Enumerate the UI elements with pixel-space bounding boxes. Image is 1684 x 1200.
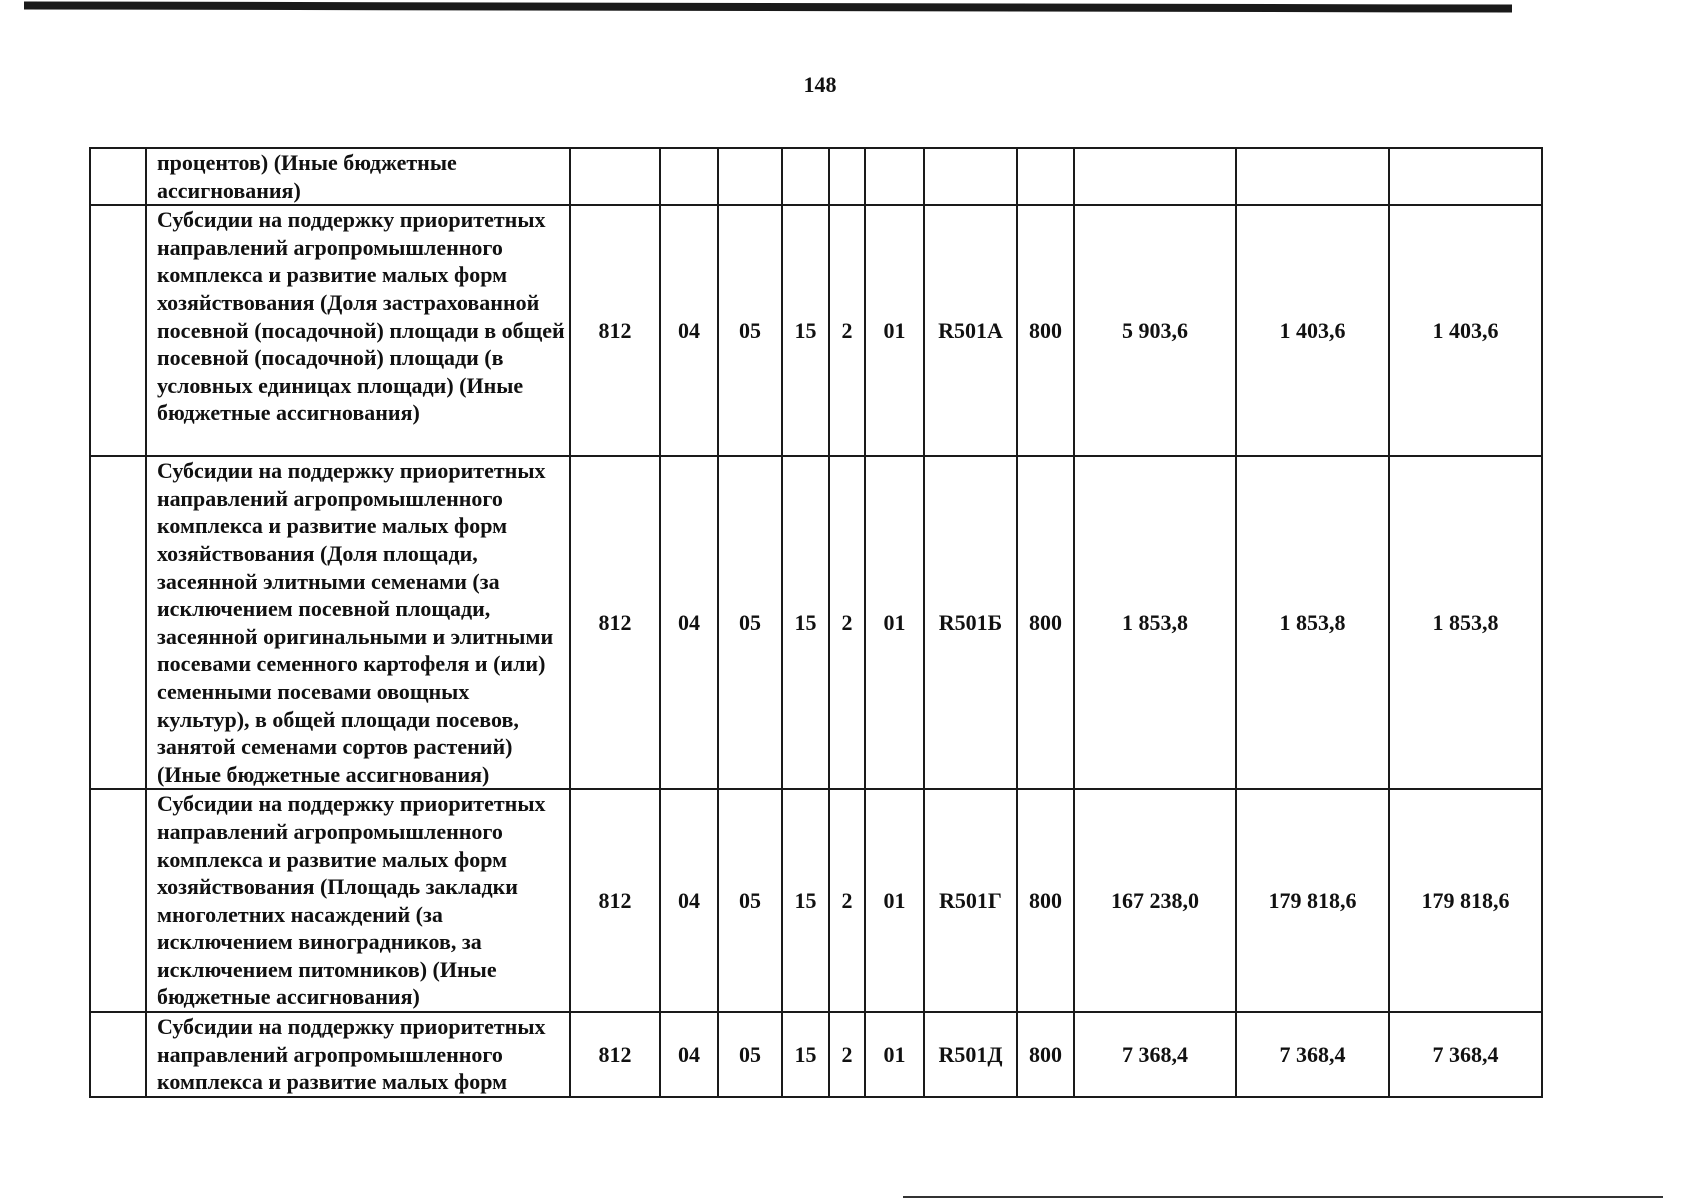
direction-code-cell: R501Б — [924, 456, 1017, 789]
program-code-cell: 15 — [782, 1012, 829, 1097]
section-code-cell: 04 — [660, 205, 718, 456]
amount-1-cell: 167 238,0 — [1074, 789, 1236, 1012]
expense-type-cell: 800 — [1017, 789, 1074, 1012]
description-cell: Субсидии на поддержку приоритетных направлений агропромышленного комплекса и развитие малых форм — [146, 1012, 570, 1097]
subsection-code-cell: 05 — [718, 1012, 782, 1097]
subsection-code-cell: 05 — [718, 205, 782, 456]
ministry-code-cell — [570, 148, 660, 205]
description-cell: процентов) (Иные бюджетные ассигнования) — [146, 148, 570, 205]
bottom-scan-line — [903, 1196, 1663, 1198]
table-row — [90, 148, 1542, 205]
row-index-cell — [90, 148, 146, 205]
ministry-code-cell: 812 — [570, 456, 660, 789]
subprogram-code-cell — [829, 148, 865, 205]
amount-1-cell — [1074, 148, 1236, 205]
row-index-cell — [90, 1012, 146, 1097]
amount-1-cell: 7 368,4 — [1074, 1012, 1236, 1097]
section-code-cell: 04 — [660, 456, 718, 789]
program-code-cell: 15 — [782, 205, 829, 456]
activity-code-cell: 01 — [865, 1012, 924, 1097]
ministry-code-cell: 812 — [570, 789, 660, 1012]
direction-code-cell — [924, 148, 1017, 205]
section-code-cell — [660, 148, 718, 205]
table-row — [90, 205, 1542, 456]
description-cell: Субсидии на поддержку приоритетных направлений агропромышленного комплекса и развитие малых форм хозяйствования (Доля площади, засеянной элитными семенами (за исключением посевной площади, засеянной оригинальными и элитными посевами семенного картофеля и (или) семенными посевами овощных культур), в общей площади посевов, занятой семенами сортов растений) (Иные бюджетные ассигнования) — [146, 456, 570, 789]
subsection-code-cell — [718, 148, 782, 205]
activity-code-cell: 01 — [865, 456, 924, 789]
program-code-cell — [782, 148, 829, 205]
activity-code-cell: 01 — [865, 789, 924, 1012]
ministry-code-cell: 812 — [570, 1012, 660, 1097]
amount-2-cell — [1236, 148, 1389, 205]
amount-3-cell: 1 853,8 — [1389, 456, 1542, 789]
budget-table — [89, 147, 1543, 1098]
activity-code-cell — [865, 148, 924, 205]
page-number: 148 — [803, 72, 837, 97]
amount-2-cell: 7 368,4 — [1236, 1012, 1389, 1097]
subsection-code-cell: 05 — [718, 456, 782, 789]
amount-3-cell — [1389, 148, 1542, 205]
expense-type-cell: 800 — [1017, 1012, 1074, 1097]
top-scan-border — [24, 1, 1512, 12]
table-row — [90, 1012, 1542, 1097]
amount-2-cell: 179 818,6 — [1236, 789, 1389, 1012]
amount-2-cell: 1 853,8 — [1236, 456, 1389, 789]
ministry-code-cell: 812 — [570, 205, 660, 456]
subsection-code-cell: 05 — [718, 789, 782, 1012]
amount-3-cell: 1 403,6 — [1389, 205, 1542, 456]
direction-code-cell: R501Г — [924, 789, 1017, 1012]
direction-code-cell: R501А — [924, 205, 1017, 456]
section-code-cell: 04 — [660, 1012, 718, 1097]
amount-2-cell: 1 403,6 — [1236, 205, 1389, 456]
subprogram-code-cell: 2 — [829, 1012, 865, 1097]
table-row — [90, 789, 1542, 1012]
subprogram-code-cell: 2 — [829, 456, 865, 789]
subprogram-code-cell: 2 — [829, 789, 865, 1012]
description-cell: Субсидии на поддержку приоритетных направлений агропромышленного комплекса и развитие малых форм хозяйствования (Доля застрахованной посевной (посадочной) площади в общей посевной (посадочной) площади (в условных единицах площади) (Иные бюджетные ассигнования) — [146, 205, 570, 456]
expense-type-cell — [1017, 148, 1074, 205]
amount-1-cell: 5 903,6 — [1074, 205, 1236, 456]
amount-3-cell: 179 818,6 — [1389, 789, 1542, 1012]
amount-1-cell: 1 853,8 — [1074, 456, 1236, 789]
program-code-cell: 15 — [782, 789, 829, 1012]
direction-code-cell: R501Д — [924, 1012, 1017, 1097]
row-index-cell — [90, 789, 146, 1012]
activity-code-cell: 01 — [865, 205, 924, 456]
program-code-cell: 15 — [782, 456, 829, 789]
row-index-cell — [90, 456, 146, 789]
section-code-cell: 04 — [660, 789, 718, 1012]
table-row — [90, 456, 1542, 789]
expense-type-cell: 800 — [1017, 205, 1074, 456]
description-cell: Субсидии на поддержку приоритетных направлений агропромышленного комплекса и развитие малых форм хозяйствования (Площадь закладки многолетних насаждений (за исключением виноградников, за исключением питомников) (Иные бюджетные ассигнования) — [146, 789, 570, 1012]
row-index-cell — [90, 205, 146, 456]
expense-type-cell: 800 — [1017, 456, 1074, 789]
amount-3-cell: 7 368,4 — [1389, 1012, 1542, 1097]
subprogram-code-cell: 2 — [829, 205, 865, 456]
